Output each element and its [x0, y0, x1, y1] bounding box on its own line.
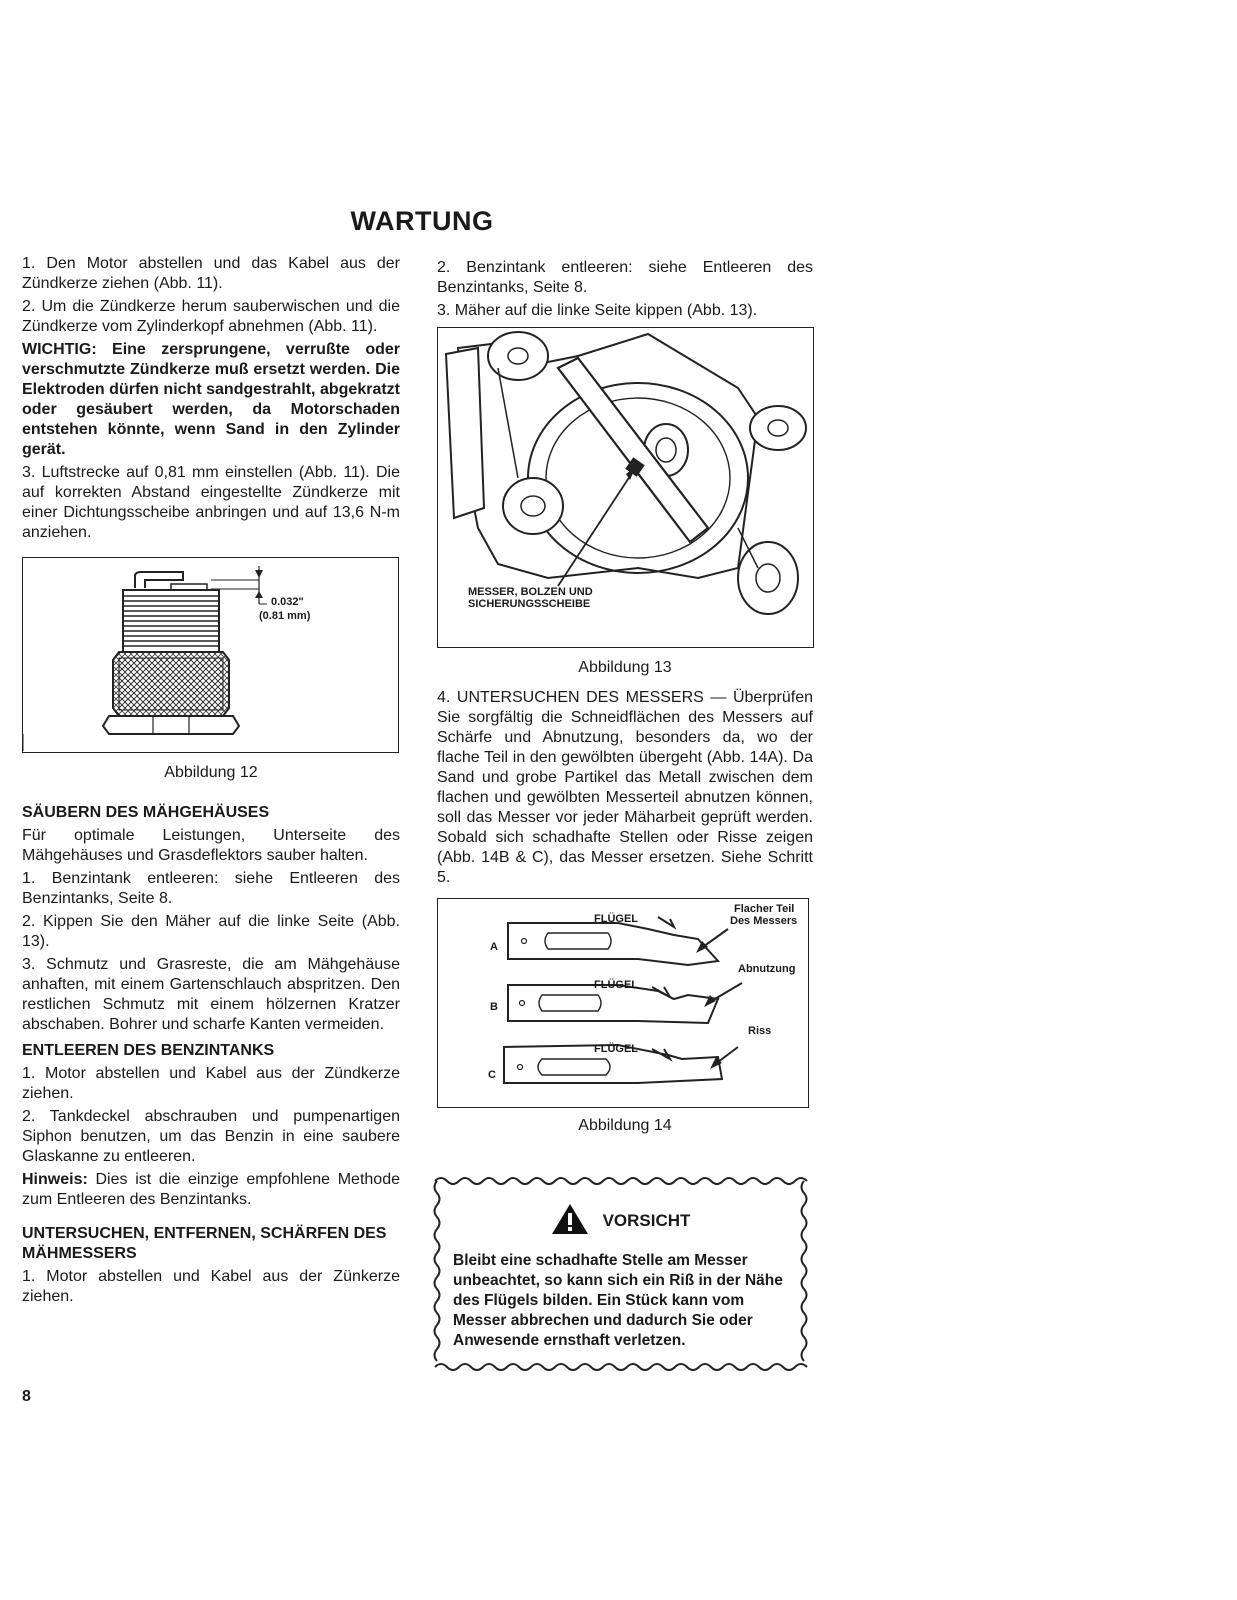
paragraph-step-2: 2. Um die Zündkerze herum sauberwischen und die Zündkerze vom Zylinderkopf abnehmen (Abb. 11).: [22, 298, 400, 335]
gap-inch-label: 0.032": [271, 596, 304, 608]
paragraph-clean-step-1: 1. Benzintank entleeren: siehe Entleeren des Benzintanks, Seite 8.: [22, 870, 400, 907]
note-label: Hinweis:: [22, 1171, 88, 1188]
figure-14-blade-wear: [437, 898, 809, 1108]
paragraph-fuel-step-1: 1. Motor abstellen und Kabel aus der Zündkerze ziehen.: [22, 1065, 400, 1102]
paragraph-step-3: 3. Luftstrecke auf 0,81 mm einstellen (Abb. 11). Die auf korrekten Abstand eingestellte Zündkerze mit einer Dichtungsscheibe anbringen und auf 13,6 N-m anziehen.: [22, 464, 400, 541]
paragraph-fuel-step-2: 2. Tankdeckel abschrauben und pumpenartigen Siphon benutzen, um das Benzin in eine saubere Glaskanne zu entleeren.: [22, 1108, 400, 1165]
flat-part-label-line-2: Des Messers: [730, 915, 798, 927]
heading-clean-deck: SÄUBERN DES MÄHGEHÄUSES: [22, 804, 270, 821]
paragraph-right-step-3: 3. Mäher auf die linke Seite kippen (Abb. 13).: [437, 302, 758, 319]
paragraph-clean-intro: Für optimale Leistungen, Unterseite des Mähgehäuses und Grasdeflektors sauber halten.: [22, 827, 400, 864]
paragraph-inspect-blade: 4. UNTERSUCHEN DES MESSERS — Überprüfen Sie sorgfältig die Schneidflächen des Messers auf Schärfe und Abnutzung, besonders da, wo der flache Teil in den gewölbten übergeht (Abb. 14A). Da Sand und grobe Partikel das Metall zwischen dem flachen und gewölbten Messerteil abnutzen können, soll das Messer vor jeder Mäharbeit geprüft werden. Sobald sich schadhafte Stellen oder Risse zeigen (Abb. 14B & C), das Messer ersetzen. Siehe Schritt 5.: [437, 689, 813, 886]
important-notice: WICHTIG: Eine zersprungene, verrußte oder verschmutzte Zündkerze muß ersetzt werden. Die Elektroden dürfen nicht sandgestrahlt, abgekratzt oder gesäubert werden, da Motorschaden entstehen könnte, wenn Sand in den Zylinder gerät.: [22, 341, 400, 458]
blade-letter-a: A: [490, 941, 498, 953]
heading-blade: UNTERSUCHEN, ENTFERNEN, SCHÄRFEN DES MÄHMESSERS: [22, 1225, 387, 1262]
right-column: [437, 258, 813, 1146]
paragraph-note: [22, 1170, 400, 1210]
gap-mm-label: (0.81 mm): [259, 610, 311, 622]
caution-text: Bleibt eine schadhafte Stelle am Messer unbeachtet, so kann sich ein Riß in der Nähe des Flügels bilden. Ein Stück kann vom Messer abbrechen und dadurch Sie oder Anwesende ernsthaft verletzen.: [453, 1252, 783, 1349]
page-number: 8: [22, 1388, 31, 1405]
caution-title: VORSICHT: [602, 1210, 691, 1230]
page-title: WARTUNG: [350, 206, 494, 236]
wear-label: Abnutzung: [738, 963, 796, 975]
caution-heading: [431, 1203, 810, 1240]
blade-letter-b: B: [490, 1001, 498, 1013]
spark-plug-illustration: [23, 558, 397, 751]
paragraph-right-step-2: 2. Benzintank entleeren: siehe Entleeren des Benzintanks, Seite 8.: [437, 259, 813, 296]
caution-box: [431, 1173, 810, 1373]
flat-part-label-line-1: Flacher Teil: [734, 903, 795, 915]
wing-label-a: FLÜGEL: [594, 913, 638, 925]
heading-drain-fuel: ENTLEEREN DES BENZINTANKS: [22, 1042, 275, 1059]
figure-13-mower-underside: [437, 327, 814, 648]
warning-triangle-icon: [551, 1203, 589, 1240]
paragraph-blade-step-1: 1. Motor abstellen und Kabel aus der Zünkerze ziehen.: [22, 1268, 400, 1305]
crack-label: Riss: [748, 1025, 772, 1037]
figure-14-caption: Abbildung 14: [578, 1117, 672, 1134]
note-text: Dies ist die einzige empfohlene Methode zum Entleeren des Benzintanks.: [22, 1171, 400, 1208]
paragraph-clean-step-2: 2. Kippen Sie den Mäher auf die linke Seite (Abb. 13).: [22, 913, 400, 950]
paragraph-step-1: 1. Den Motor abstellen und das Kabel aus der Zündkerze ziehen (Abb. 11).: [22, 255, 400, 292]
wing-label-b: FLÜGEL: [594, 979, 638, 991]
blade-bolt-label-line-2: SICHERUNGSSCHEIBE: [468, 598, 591, 610]
figure-12-caption: Abbildung 12: [164, 764, 258, 781]
figure-12-spark-plug: [22, 557, 399, 753]
blade-bolt-label-line-1: MESSER, BOLZEN UND: [468, 586, 593, 598]
figure-13-caption: Abbildung 13: [578, 659, 672, 676]
paragraph-clean-step-3: 3. Schmutz und Grasreste, die am Mähgehäuse anhaften, mit einem Gartenschlauch abspritzen. Den restlichen Schmutz mit einem hölzernen Kratzer abschaben. Bohrer und scharfe Kanten vermeiden.: [22, 956, 400, 1033]
wing-label-c: FLÜGEL: [594, 1043, 638, 1055]
left-column: [22, 254, 400, 1310]
blade-letter-c: C: [488, 1069, 496, 1081]
